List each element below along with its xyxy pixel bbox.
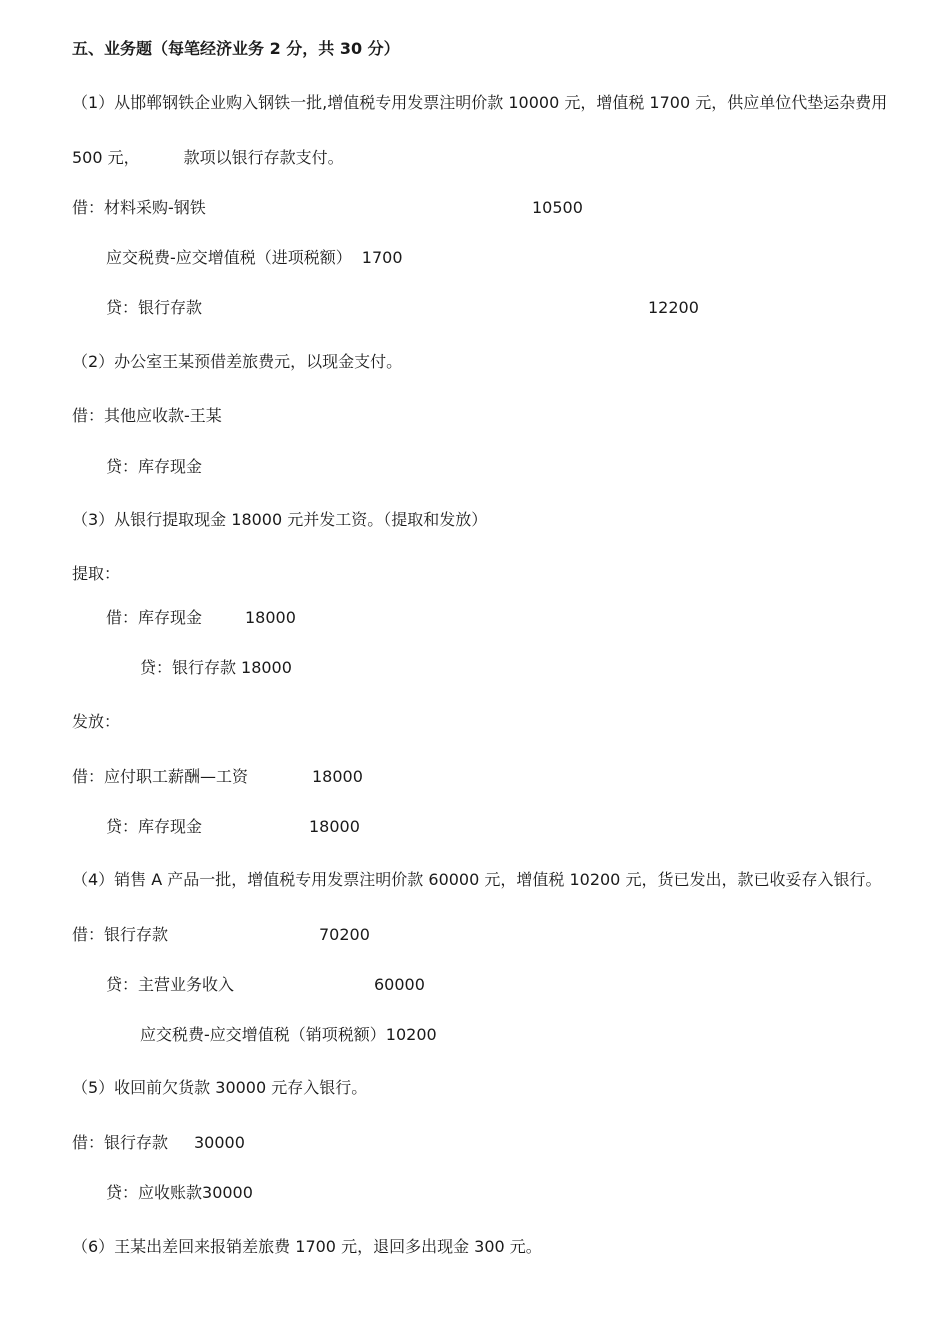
q1-debit2-line: [106, 248, 403, 268]
q1-line2-amount: 500 元，: [72, 148, 140, 167]
section-heading: 五、业务题（每笔经济业务 2 分，共 30 分）: [72, 39, 400, 58]
q1-line2-text: 款项以银行存款支付。: [183, 148, 344, 167]
q2-credit1-label: 贷：库存现金: [106, 457, 203, 476]
q1-description-line2: [72, 148, 344, 168]
q1-credit1-label: 贷：银行存款: [106, 298, 203, 317]
q4-description: （4）销售 A 产品一批，增值税专用发票注明价款 60000 元，增值税 10200 元，货已发出，款已收妥存入银行。: [72, 870, 882, 889]
q4-credit2-label: 应交税费-应交增值税（销项税额）: [140, 1025, 386, 1044]
q5-credit1-amount: 30000: [202, 1183, 253, 1202]
q2-description: （2）办公室王某预借差旅费元，以现金支付。: [72, 352, 403, 371]
q3-description: （3）从银行提取现金 18000 元并发工资。（提取和发放）: [72, 510, 488, 529]
q2-debit1-label: 借：其他应收款-王某: [72, 406, 222, 425]
q3-pay-debit-amount: 18000: [312, 767, 363, 786]
q3-withdraw-credit-amount: 18000: [241, 658, 292, 677]
q3-pay-credit-amount: 18000: [309, 817, 360, 836]
q4-credit2-amount: 10200: [385, 1025, 437, 1044]
q5-description: （5）收回前欠货款 30000 元存入银行。: [72, 1078, 368, 1097]
q1-description-line1: （1）从邯郸钢铁企业购入钢铁一批,增值税专用发票注明价款 10000 元，增值税 1700 元，供应单位代垫运杂费用: [72, 93, 888, 112]
q3-pay-label: 发放：: [72, 712, 121, 731]
q1-debit2-label: 应交税费-应交增值税（进项税额）: [106, 248, 352, 267]
q5-debit1-amount: 30000: [194, 1133, 245, 1152]
q3-pay-credit-label: 贷：库存现金: [106, 817, 203, 836]
q3-withdraw-label: 提取：: [72, 564, 121, 583]
q4-credit1-label: 贷：主营业务收入: [106, 975, 235, 994]
q1-debit1-label: 借：材料采购-钢铁: [72, 198, 206, 217]
q4-credit2-line: [140, 1025, 437, 1045]
q3-withdraw-debit-amount: 18000: [245, 608, 296, 627]
q3-withdraw-debit-label: 借：库存现金: [106, 608, 203, 627]
q5-credit1-label: 贷：应收账款: [106, 1183, 203, 1202]
q3-withdraw-credit-label: 贷：银行存款: [140, 658, 237, 677]
q6-description: （6）王某出差回来报销差旅费 1700 元，退回多出现金 300 元。: [72, 1237, 542, 1256]
q1-debit1-amount: 10500: [532, 198, 583, 217]
q3-withdraw-credit-line: [140, 658, 292, 678]
q4-debit1-label: 借：银行存款: [72, 925, 169, 944]
q3-pay-debit-label: 借：应付职工薪酬—工资: [72, 767, 249, 786]
q5-debit1-label: 借：银行存款: [72, 1133, 169, 1152]
q5-credit1-line: [106, 1183, 253, 1203]
q4-debit1-amount: 70200: [319, 925, 370, 944]
q4-credit1-amount: 60000: [374, 975, 425, 994]
q1-credit1-amount: 12200: [648, 298, 699, 317]
q1-debit2-amount: 1700: [361, 248, 403, 267]
